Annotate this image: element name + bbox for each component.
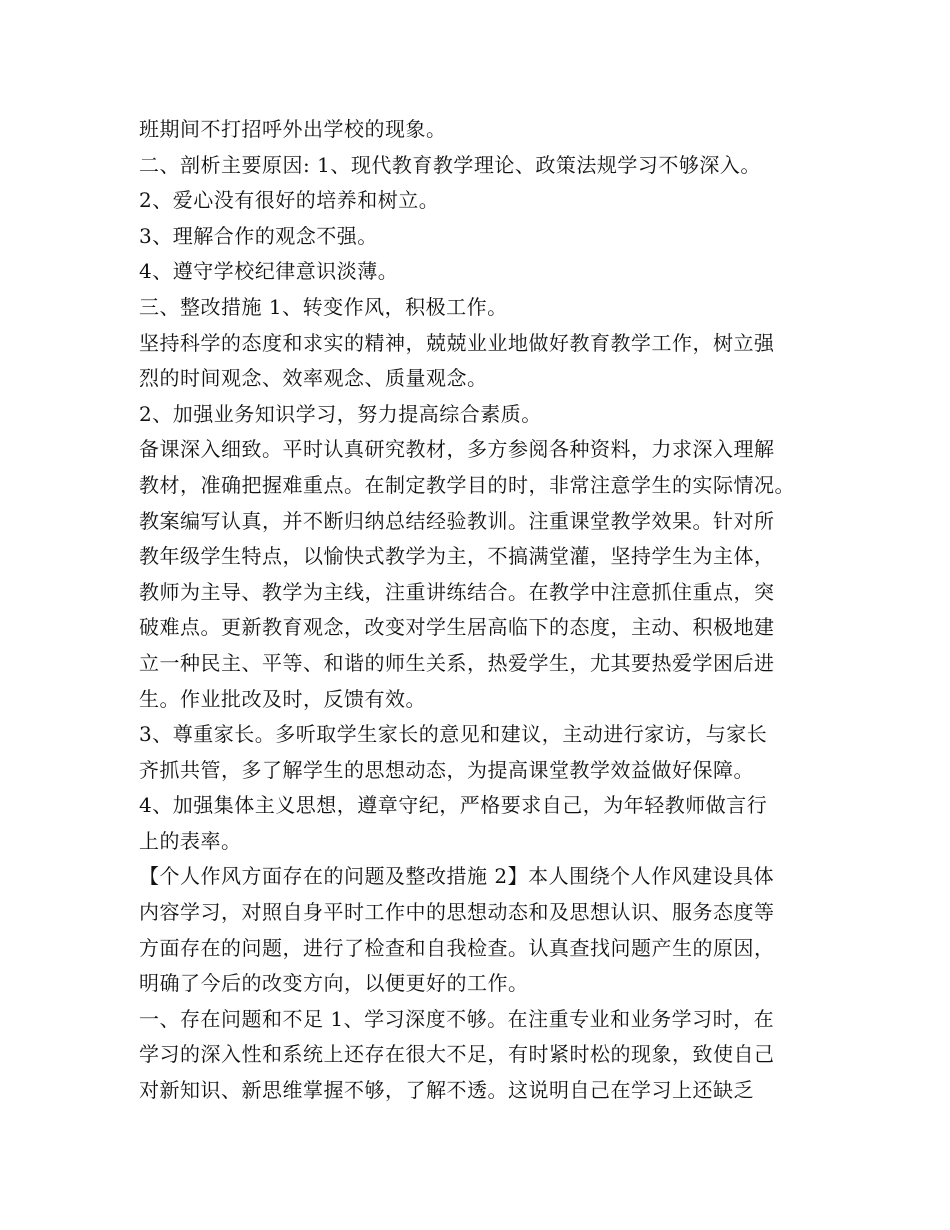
text-line: 3、理解合作的观念不强。	[139, 223, 378, 248]
text-line: 烈的时间观念、效率观念、质量观念。	[139, 366, 488, 391]
text-line: 教年级学生特点，以愉快式教学为主，不搞满堂灌，坚持学生为主体，	[139, 544, 775, 569]
text-line: 备课深入细致。平时认真研究教材，多方参阅各种资料，力求深入理解	[139, 437, 775, 462]
text-line: 破难点。更新教育观念，改变对学生居高临下的态度，主动、积极地建	[139, 615, 775, 640]
text-line: 齐抓共管，多了解学生的思想动态，为提高课堂教学效益做好保障。	[139, 757, 754, 782]
text-line: 学习的深入性和系统上还存在很大不足，有时紧时松的现象，致使自己	[139, 1042, 775, 1067]
text-line: 班期间不打招呼外出学校的现象。	[139, 117, 447, 141]
text-line: 三、整改措施 1、转变作风，积极工作。	[139, 294, 508, 319]
text-line: 立一种民主、平等、和谐的师生关系，热爱学生，尤其要热爱学困后进	[139, 650, 775, 675]
text-line: 二、剖析主要原因: 1、现代教育教学理论、政策法规学习不够深入。	[139, 152, 761, 177]
text-line: 生。作业批改及时，反馈有效。	[139, 686, 426, 711]
text-line: 2、加强业务知识学习，努力提高综合素质。	[139, 401, 542, 426]
text-line: 教案编写认真，并不断归纳总结经验教训。注重课堂教学效果。针对所	[139, 508, 775, 533]
document-body	[139, 112, 839, 1109]
text-line: 3、尊重家长。多听取学生家长的意见和建议，主动进行家访，与家长	[139, 722, 768, 747]
text-line: 4、加强集体主义思想，遵章守纪，严格要求自己，为年轻教师做言行	[139, 793, 768, 818]
text-line: 一、存在问题和不足 1、学习深度不够。在注重专业和业务学习时，在	[139, 1006, 775, 1031]
text-line: 对新知识、新思维掌握不够，了解不透。这说明自己在学习上还缺乏	[139, 1078, 754, 1103]
text-line: 2、爱心没有很好的培养和树立。	[139, 188, 440, 213]
text-line: 教师为主导、教学为主线，注重讲练结合。在教学中注意抓住重点，突	[139, 579, 775, 604]
text-line: 4、遵守学校纪律意识淡薄。	[139, 259, 399, 284]
text-line: 上的表率。	[139, 828, 242, 853]
text-line: 方面存在的问题，进行了检查和自我检查。认真查找问题产生的原因，	[139, 935, 775, 960]
text-line: 【个人作风方面存在的问题及整改措施 2】本人围绕个人作风建设具体	[139, 864, 775, 889]
text-line: 内容学习，对照自身平时工作中的思想动态和及思想认识、服务态度等	[139, 900, 775, 925]
text-line: 坚持科学的态度和求实的精神，兢兢业业地做好教育教学工作，树立强	[139, 330, 775, 355]
text-line: 教材，准确把握难重点。在制定教学目的时，非常注意学生的实际情况。	[139, 472, 795, 497]
text-line: 明确了今后的改变方向，以便更好的工作。	[139, 971, 529, 996]
